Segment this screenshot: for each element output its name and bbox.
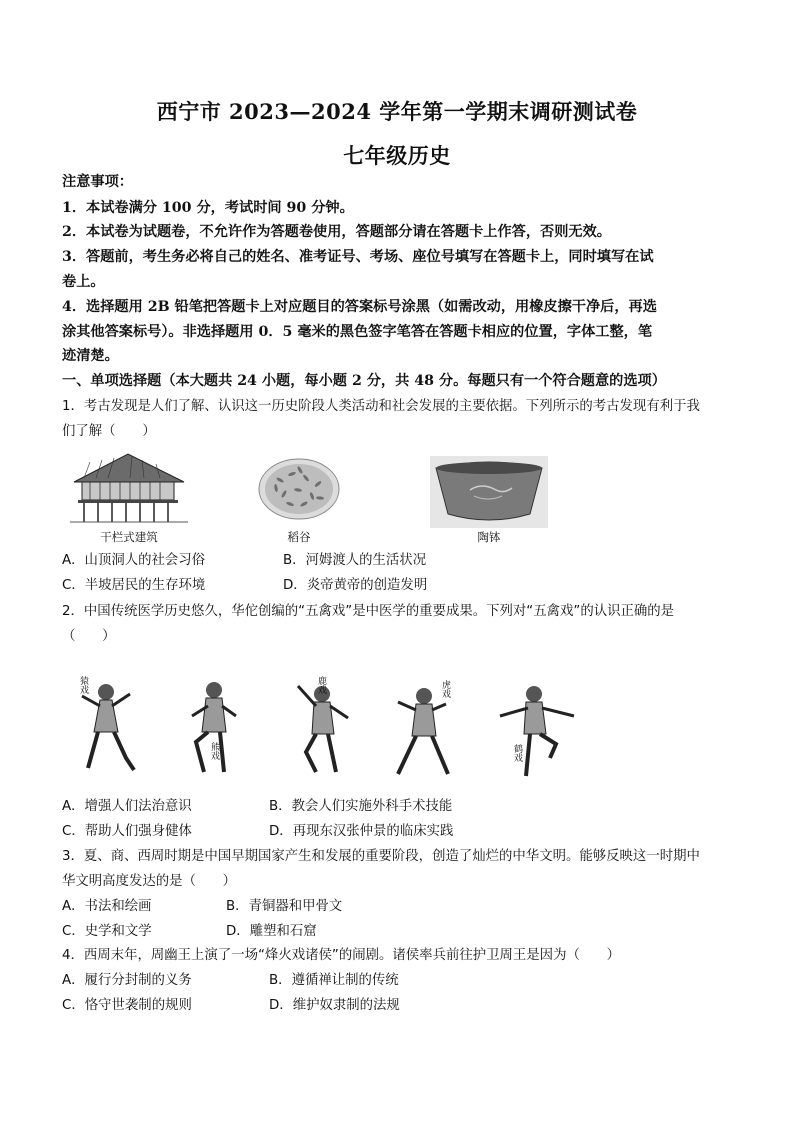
exam-title: 西宁市 2023—2024 学年第一学期末调研测试卷 [156,99,638,124]
notice-heading: 注意事项： [62,174,133,190]
q2-option-a[interactable]: A．增强人们法治意识 [62,799,192,814]
q4-option-b[interactable]: B．遵循禅让制的传统 [269,973,399,988]
q2-option-c[interactable]: C．帮助人们强身健体 [62,824,192,839]
stilt-house-image [70,452,188,528]
notice-item-4-end: 迹清楚。 [62,348,119,364]
notice-item-1: 1．本试卷满分 100 分，考试时间 90 分钟。 [62,200,354,216]
caption-rice: 稻谷 [287,530,311,544]
label-bear: 熊戏 [209,742,219,760]
q1-option-b[interactable]: B．河姆渡人的生活状况 [283,553,427,568]
q3-option-b[interactable]: B．青铜器和甲骨文 [226,899,343,914]
exam-subtitle: 七年级历史 [343,143,451,168]
q1-option-a[interactable]: A．山顶洞人的社会习俗 [62,553,206,568]
q1-stem-line-2: 们了解（ ） [62,424,156,439]
label-ape: 猿戏 [78,676,88,694]
q2-option-d[interactable]: D．再现东汉张仲景的临床实践 [269,824,454,839]
q3-stem-line-2: 华文明高度发达的是（ ） [62,874,237,889]
q3-option-d[interactable]: D．雕塑和石窟 [226,924,317,939]
q2-stem-line-2: （ ） [62,629,116,644]
notice-item-4: 4．选择题用 2B 铅笔把答题卡上对应题目的答案标号涂黑（如需改动，用橡皮擦干净后，再选 [62,299,657,315]
label-crane: 鹤戏 [512,744,522,762]
q2-stem-line-1: 2．中国传统医学历史悠久，华佗创编的“五禽戏”是中医学的重要成果。下列对“五禽戏”的认识正确的是 [62,604,675,619]
pottery-bowl-image [430,456,548,528]
caption-stilt-house: 干栏式建筑 [100,530,158,544]
label-deer: 鹿戏 [316,676,326,694]
q3-option-a[interactable]: A．书法和绘画 [62,899,152,914]
section-heading: 一、单项选择题（本大题共 24 小题，每小题 2 分，共 48 分。每题只有一个符合题意的选项） [62,373,666,389]
q2-option-b[interactable]: B．教会人们实施外科手术技能 [269,799,453,814]
q3-stem-line-1: 3．夏、商、西周时期是中国早期国家产生和发展的重要阶段，创造了灿烂的中华文明。能够反映这一时期中 [62,849,700,864]
notice-item-2: 2．本试卷为试题卷，不允许作为答题卷使用，答题部分请在答题卡上作答，否则无效。 [62,224,611,240]
q4-option-c[interactable]: C．恪守世袭制的规则 [62,998,192,1013]
q1-option-c[interactable]: C．半坡居民的生存环境 [62,578,206,593]
label-tiger: 虎戏 [440,680,450,698]
notice-item-3: 3．答题前，考生务必将自己的姓名、准考证号、考场、座位号填写在答题卡上，同时填写在试 [62,249,654,265]
q4-option-d[interactable]: D．维护奴隶制的法规 [269,998,400,1013]
caption-pottery: 陶钵 [477,530,501,544]
q1-stem-line-1: 1．考古发现是人们了解、认识这一历史阶段人类活动和社会发展的主要依据。下列所示的考古发现有利于我 [62,399,700,414]
q3-option-c[interactable]: C．史学和文学 [62,924,152,939]
q1-option-d[interactable]: D．炎帝黄帝的创造发明 [283,578,428,593]
rice-grains-image [258,458,340,520]
crane-exercise-figure [490,676,580,780]
q4-stem-line-1: 4．西周末年，周幽王上演了一场“烽火戏诸侯”的闹剧。诸侯率兵前往护卫周王是因为（ ） [62,948,621,963]
tiger-exercise-figure [384,674,464,782]
q4-option-a[interactable]: A．履行分封制的义务 [62,973,192,988]
notice-item-3-cont: 卷上。 [62,274,105,290]
notice-item-4-cont: 涂其他答案标号）。非选择题用 0．5 毫米的黑色签字笔答在答题卡相应的位置，字体工整，笔 [62,324,653,340]
bear-exercise-figure [178,676,248,780]
